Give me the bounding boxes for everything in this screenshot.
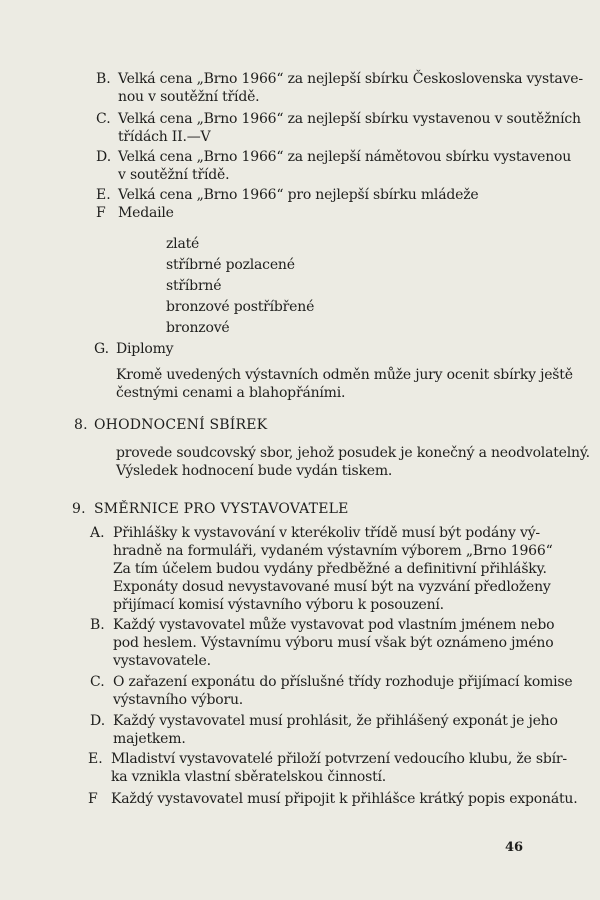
text-line: Velká cena „Brno 1966“ za nejlepší námětovou sbírku vystavenou <box>118 149 572 165</box>
text-line: ka vznikla vlastní sběratelskou činností. <box>111 769 387 785</box>
text-line: v soutěžní třídě. <box>118 167 230 183</box>
text-line: vystavovatele. <box>113 653 211 669</box>
text-line: třídách II.—V <box>118 129 211 145</box>
medal-item: stříbrné <box>166 278 222 294</box>
text-line: výstavního výboru. <box>113 692 244 708</box>
section-title: SMĚRNICE PRO VYSTAVOVATELE <box>94 501 349 517</box>
section-title: OHODNOCENÍ SBÍREK <box>94 417 268 433</box>
item-label: A. <box>90 525 105 541</box>
text-line: Každý vystavovatel musí připojit k přihlášce krátký popis exponátu. <box>111 791 578 807</box>
medal-item: bronzové <box>166 320 230 336</box>
item-label: E. <box>96 187 111 203</box>
item-label: B. <box>96 71 111 87</box>
section-number: 8. <box>74 417 88 433</box>
text-line: O zařazení exponátu do příslušné třídy rozhoduje přijímací komise <box>113 674 573 690</box>
text-line: pod heslem. Výstavnímu výboru musí však být oznámeno jméno <box>113 635 554 651</box>
text-line: Výsledek hodnocení bude vydán tiskem. <box>116 463 393 479</box>
medal-item: stříbrné pozlacené <box>166 257 295 273</box>
section-number: 9. <box>72 501 86 517</box>
text-line: přijímací komisí výstavního výboru k posouzení. <box>113 597 444 613</box>
item-label: D. <box>96 149 112 165</box>
text-line: Velká cena „Brno 1966“ pro nejlepší sbírku mládeže <box>118 187 479 203</box>
medal-item: bronzové postříbřené <box>166 299 315 315</box>
item-label: C. <box>96 111 111 127</box>
text-line: Mladiství vystavovatelé přiloží potvrzení vedoucího klubu, že sbír- <box>111 751 567 767</box>
text-line: hradně na formuláři, vydaném výstavním výborem „Brno 1966“ <box>113 543 553 559</box>
text-line: nou v soutěžní třídě. <box>118 89 260 105</box>
text-line: provede soudcovský sbor, jehož posudek je konečný a neodvolatelný. <box>116 445 590 461</box>
text-line: Exponáty dosud nevystavované musí být na vyzvání předloženy <box>113 579 551 595</box>
text-line: majetkem. <box>113 731 186 747</box>
text-line: čestnými cenami a blahopřáními. <box>116 385 346 401</box>
text-line: Medaile <box>118 205 174 221</box>
item-label: G. <box>94 341 110 357</box>
text-line: Přihlášky k vystavování v kterékoliv třídě musí být podány vý- <box>113 525 540 541</box>
text-line: Diplomy <box>116 341 174 357</box>
item-label: F <box>96 205 106 221</box>
item-label: B. <box>90 617 105 633</box>
page-number: 46 <box>505 840 524 855</box>
text-line: Velká cena „Brno 1966“ za nejlepší sbírku vystavenou v soutěžních <box>118 111 581 127</box>
item-label: F <box>88 791 98 807</box>
text-line: Každý vystavovatel musí prohlásit, že přihlášený exponát je jeho <box>113 713 558 729</box>
text-line: Za tím účelem budou vydány předběžné a definitivní přihlášky. <box>113 561 547 577</box>
medal-item: zlaté <box>166 236 200 252</box>
text-line: Každý vystavovatel může vystavovat pod vlastním jménem nebo <box>113 617 555 633</box>
item-label: C. <box>90 674 105 690</box>
item-label: E. <box>88 751 103 767</box>
text-line: Velká cena „Brno 1966“ za nejlepší sbírku Československa vystave- <box>118 71 583 87</box>
item-label: D. <box>90 713 106 729</box>
text-line: Kromě uvedených výstavních odměn může jury ocenit sbírky ještě <box>116 367 573 383</box>
